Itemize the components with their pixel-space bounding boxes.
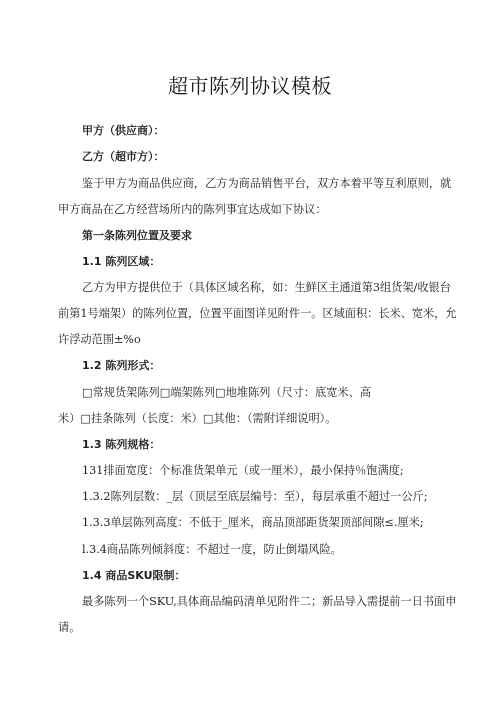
section-1-4-line: 最多陈列一个SKU,具体商品编码清单见附件二；新品导入需提前一日书面申 xyxy=(82,595,457,608)
section-1-4-heading: 1.4 商品SKU限制： xyxy=(82,569,186,582)
section-1-2-line: 米）□挂条陈列（长度：米）□其他：（需附详细说明）。 xyxy=(58,412,337,425)
document-title: 超市陈列协议模板 xyxy=(168,74,332,98)
section-1-1-line: 乙方为甲方提供位于（具体区域名称，如：生鲜区主通道第3组货架/收银台 xyxy=(82,281,451,294)
section-1-1-heading: 1.1 陈列区域： xyxy=(82,255,161,268)
section-1-2-heading: 1.2 陈列形式： xyxy=(82,359,161,372)
section-1-4-line: 请。 xyxy=(58,621,81,634)
party-a-label: 甲方（供应商）： xyxy=(82,124,165,137)
section-1-3-heading: 1.3 陈列规格： xyxy=(82,438,161,451)
section-1-3-item: 131排面宽度：个标准货架单元（或一厘米），最小保持％饱满度; xyxy=(82,464,404,477)
section-1-1-line: 许浮动范围±%o xyxy=(58,333,141,346)
section-1-3-item: 1.3.2陈列层数：_层（顶层至底层编号：至），每层承重不超过一公斤; xyxy=(82,490,428,503)
section-1-1-line: 前第1号端架）的陈列位置，位置平面图详见附件一。区域面积：长米、宽米，允 xyxy=(58,307,457,320)
section-1-3-item: 1.3.3单层陈列高度：不低于_厘米，商品顶部距货架顶部间隙≤.厘米; xyxy=(82,516,424,529)
section-1-2-line: □常规货架陈列□端架陈列□地堆陈列（尺寸：底宽米、高 xyxy=(82,386,372,399)
intro-line: 鉴于甲方为商品供应商，乙方为商品销售平台，双方本着平等互利原则，就 xyxy=(82,177,452,190)
section-1-3-item: l.3.4商品陈列倾斜度：不超过一度，防止倒塌风险。 xyxy=(82,543,342,556)
intro-line: 甲方商品在乙方经营场所内的陈列事宜达成如下协议： xyxy=(58,203,327,216)
party-b-label: 乙方（超市方）： xyxy=(82,150,165,163)
article-1-heading: 第一条陈列位置及要求 xyxy=(82,229,192,242)
